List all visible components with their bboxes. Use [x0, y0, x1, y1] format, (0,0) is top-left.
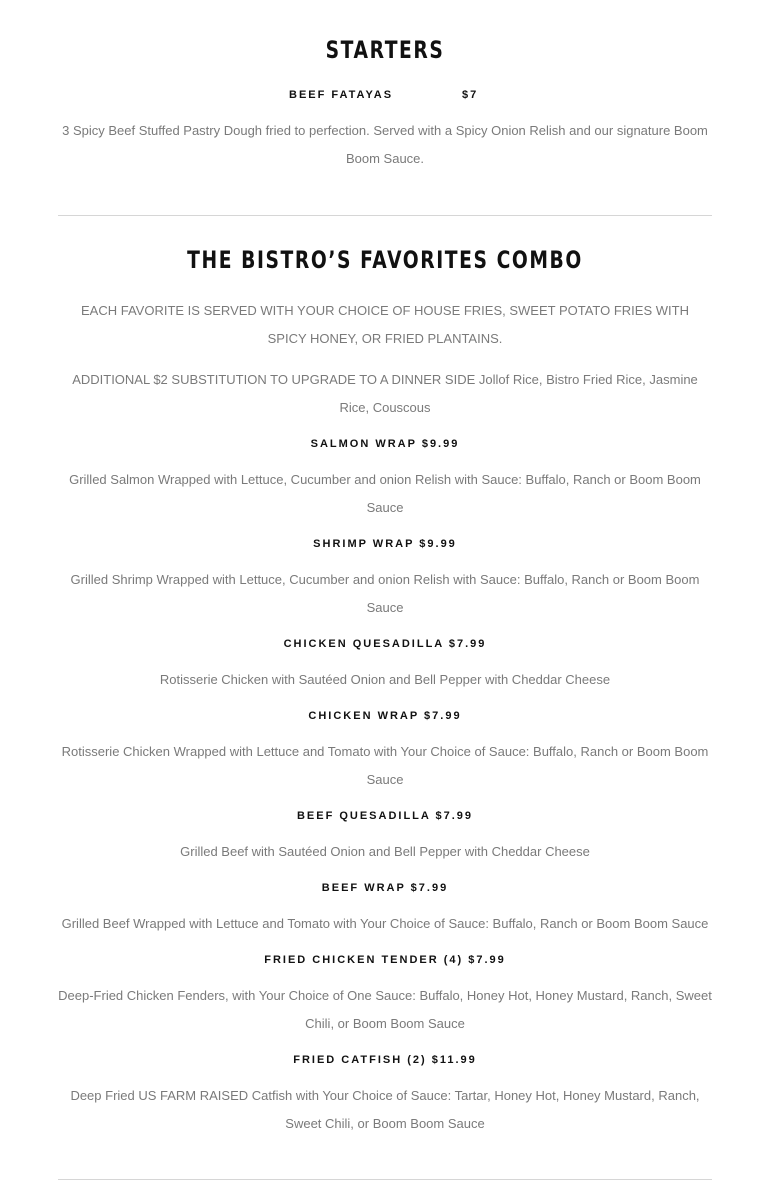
starter-item-name: BEEF FATAYAS [289, 89, 394, 101]
menu-item-title: BEEF QUESADILLA $7.99 [296, 810, 474, 822]
starter-item-description: 3 Spicy Beef Stuffed Pastry Dough fried to perfection. Served with a Spicy Onion Relish and our signature Boom Boom Sauce. [62, 123, 708, 166]
menu-item-title: SHRIMP WRAP $9.99 [313, 538, 457, 550]
menu-item-description: Rotisserie Chicken Wrapped with Lettuce and Tomato with Your Choice of Sauce: Buffalo, Ranch or Boom Boom Sauce [61, 744, 709, 787]
starters-heading: STARTERS [325, 36, 445, 64]
menu-item-title: SALMON WRAP $9.99 [310, 438, 460, 450]
section-divider [58, 215, 712, 216]
favorites-heading: THE BISTRO’S FAVORITES COMBO [187, 246, 583, 274]
menu-item-title: FRIED CHICKEN TENDER (4) $7.99 [264, 954, 506, 966]
favorites-upgrade-note: ADDITIONAL $2 SUBSTITUTION TO UPGRADE TO A DINNER SIDE Jollof Rice, Bistro Fried Rice, Jasmine Rice, Couscous [72, 372, 698, 415]
menu-item-description: Deep-Fried Chicken Fenders, with Your Choice of One Sauce: Buffalo, Honey Hot, Honey Mustard, Ranch, Sweet Chili, or Boom Boom Sauce [58, 988, 712, 1031]
menu-item-description: Grilled Shrimp Wrapped with Lettuce, Cucumber and onion Relish with Sauce: Buffalo, Ranch or Boom Boom Sauce [70, 572, 700, 615]
section-divider [58, 1179, 712, 1180]
menu-item-description: Rotisserie Chicken with Sautéed Onion and Bell Pepper with Cheddar Cheese [159, 672, 611, 687]
menu-item-description: Grilled Beef Wrapped with Lettuce and Tomato with Your Choice of Sauce: Buffalo, Ranch or Boom Boom Sauce [61, 916, 709, 931]
menu-item-description: Grilled Salmon Wrapped with Lettuce, Cucumber and onion Relish with Sauce: Buffalo, Ranch or Boom Boom Sauce [69, 472, 701, 515]
menu-item-description: Grilled Beef with Sautéed Onion and Bell Pepper with Cheddar Cheese [180, 844, 590, 859]
favorites-intro: EACH FAVORITE IS SERVED WITH YOUR CHOICE OF HOUSE FRIES, SWEET POTATO FRIES WITH SPICY HONEY, OR FRIED PLANTAINS. [81, 303, 689, 346]
menu-item-description: Deep Fried US FARM RAISED Catfish with Your Choice of Sauce: Tartar, Honey Hot, Honey Mustard, Ranch, Sweet Chili, or Boom Boom Sauce [70, 1088, 700, 1131]
menu-item-title: BEEF WRAP $7.99 [321, 882, 449, 894]
starter-item-line [0, 89, 770, 103]
menu-item-title: CHICKEN QUESADILLA $7.99 [283, 638, 487, 650]
starter-item-price: $7 [462, 89, 479, 101]
menu-item-title: FRIED CATFISH (2) $11.99 [293, 1054, 477, 1066]
menu-item-title: CHICKEN WRAP $7.99 [308, 710, 462, 722]
